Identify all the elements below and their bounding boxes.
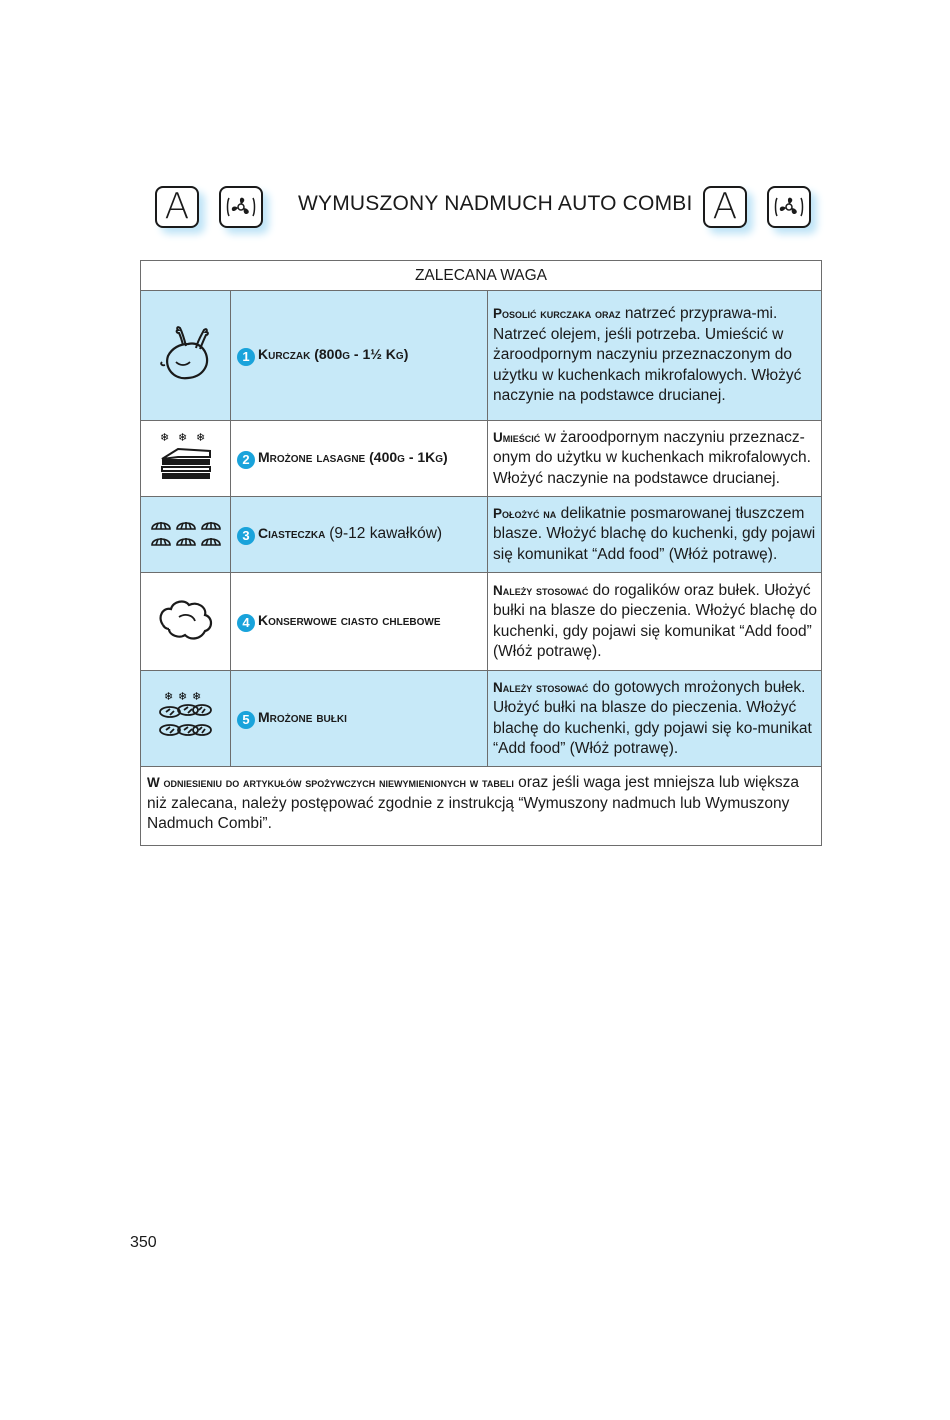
- table-row: [141, 671, 822, 767]
- note-lead: W odniesieniu do artykułów spożywczych niewymienionych w tabeli: [147, 775, 514, 790]
- table-note: [141, 767, 822, 846]
- page-title: WYMUSZONY NADMUCH AUTO COMBI: [298, 192, 693, 215]
- food-name-cell: [231, 291, 488, 421]
- recommended-weight-table: [140, 260, 822, 846]
- page-number: 350: [130, 1234, 157, 1251]
- food-name: Kurczak: [258, 345, 311, 362]
- instruction-text: delikatnie posmarowanej tłuszczem blasze. Włożyć blachę do kuchenki, gdy pojawi się komunikat “Add food” (Włóż potrawę).: [493, 504, 816, 563]
- auto-letter: A: [164, 186, 190, 227]
- instructions-cell: [488, 291, 822, 421]
- table-row: [141, 497, 822, 573]
- item-number-badge: 5: [237, 711, 255, 729]
- item-number-badge: 4: [237, 614, 255, 632]
- table-row: [141, 291, 822, 421]
- svg-text:❄: ❄: [159, 431, 169, 444]
- fan-icon: [219, 186, 263, 228]
- svg-text:❄: ❄: [177, 690, 187, 703]
- instructions-cell: [488, 421, 822, 497]
- table-row: [141, 573, 822, 671]
- auto-mode-icon: [155, 186, 199, 228]
- item-number-badge: 1: [237, 348, 255, 366]
- svg-text:❄: ❄: [177, 431, 187, 444]
- table-header: ZALECANA WAGA: [141, 261, 822, 291]
- instruction-lead: Posolić kurczaka oraz: [493, 306, 621, 322]
- chicken-icon: [141, 291, 231, 421]
- instruction-text: w żaroodpornym naczyniu przeznacz-onym do użytku w kuchenkach mikrofalowych. Włożyć naczynie na podstawce drucianej.: [493, 428, 811, 487]
- svg-text:❄: ❄: [163, 690, 173, 703]
- food-name: Mrożone bułki: [258, 708, 347, 725]
- instruction-text: do gotowych mrożonych bułek. Ułożyć bułki na blasze do pieczenia. Włożyć blachę do kuchenki, gdy pojawi się ko-munikat “Add food” (Włóż potrawę).: [493, 678, 812, 757]
- instruction-text: natrzeć przyprawa-mi. Natrzeć olejem, jeśli potrzeba. Umieścić w żaroodpornym naczyniu przeznaczonym do użytku w kuchenkach mikrofalowych. Włożyć naczynie na podstawce drucianej.: [493, 305, 802, 405]
- instruction-lead: Należy stosować: [493, 582, 589, 598]
- instruction-text: do rogalików oraz bułek. Ułożyć bułki na blasze do pieczenia. Włożyć blachę do kuchenki, gdy pojawi się komunikat “Add food” (Włóż potrawę).: [493, 581, 817, 660]
- item-number-badge: 2: [237, 451, 255, 469]
- note-text: oraz jeśli waga jest mniejsza lub większa niż zalecana, należy postępować zgodnie z instrukcją “Wymuszony nadmuch lub Wymuszony Nadmuch Combi”.: [147, 774, 799, 832]
- instruction-lead: Położyć na: [493, 505, 557, 521]
- food-name: Konserwowe ciasto chlebowe: [258, 611, 441, 628]
- instructions-cell: [488, 497, 822, 573]
- frozen-lasagne-icon: [141, 421, 231, 497]
- food-name: Mrożone lasagne: [258, 448, 366, 465]
- fan-icon-right: [767, 186, 811, 228]
- instructions-cell: [488, 671, 822, 767]
- food-weight: (800g - 1½ Kg): [314, 345, 409, 362]
- instruction-lead: Należy stosować: [493, 679, 589, 695]
- frozen-rolls-icon: [141, 671, 231, 767]
- auto-letter-right: A: [712, 186, 738, 227]
- food-name-cell: [231, 497, 488, 573]
- instructions-cell: [488, 573, 822, 671]
- item-number-badge: 3: [237, 527, 255, 545]
- table-row: [141, 421, 822, 497]
- bread-dough-icon: [141, 573, 231, 671]
- cookies-icon: [141, 497, 231, 573]
- instruction-lead: Umieścić: [493, 429, 541, 445]
- food-weight: (9-12 kawałków): [329, 524, 443, 542]
- svg-text:❄: ❄: [195, 431, 205, 444]
- food-name: Ciasteczka: [258, 524, 326, 541]
- food-weight: (400g - 1Kg): [369, 448, 448, 465]
- food-name-cell: [231, 671, 488, 767]
- svg-text:❄: ❄: [191, 690, 201, 703]
- page-header: [0, 186, 950, 236]
- food-name-cell: [231, 421, 488, 497]
- food-name-cell: [231, 573, 488, 671]
- auto-mode-icon-right: [703, 186, 747, 228]
